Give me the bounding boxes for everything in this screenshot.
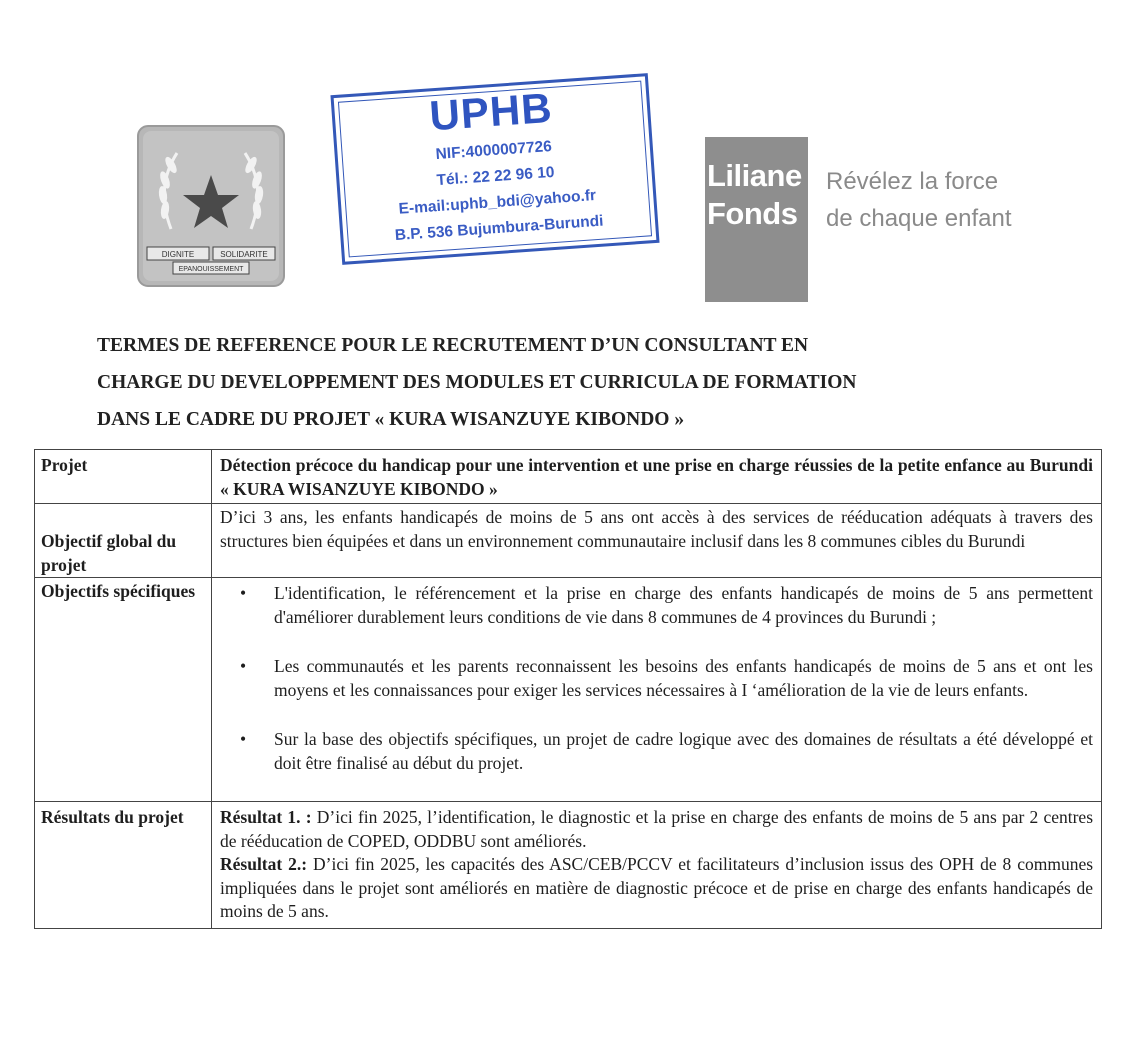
title-line-1: TERMES DE REFERENCE POUR LE RECRUTEMENT D’UN CONSULTANT EN <box>97 335 809 356</box>
objective-text: Les communautés et les parents reconnaissent les besoins des enfants handicapés de moins de 5 ans et ont les moyens et les connaissances pour exiger les services nécessaires à I ‘amélioration de la vie de leurs enfants. <box>274 656 1093 700</box>
list-item <box>240 728 1093 775</box>
liliane-fonds-wordmark <box>707 157 802 233</box>
document-title <box>97 327 1057 438</box>
bullet-icon: • <box>240 656 247 676</box>
stamp-address: B.P. 536 Bujumbura-Burundi <box>394 212 604 245</box>
projet-label: Projet <box>35 450 212 504</box>
stamp-phone: Tél.: 22 22 96 10 <box>436 163 556 190</box>
stamp-title: UPHB <box>427 83 554 140</box>
table-row-objectifs-specifiques <box>35 578 1102 802</box>
liliane-fonds-line-2: Fonds <box>707 196 798 231</box>
table-row-objectif-global <box>35 504 1102 578</box>
tagline-line-2: de chaque enfant <box>826 205 1012 232</box>
objectives-list <box>220 582 1093 775</box>
liliane-fonds-line-1: Liliane <box>707 158 802 193</box>
organization-emblem-logo <box>137 125 285 287</box>
stamp-nif: NIF:4000007726 <box>435 138 553 164</box>
liliane-fonds-logo <box>705 137 808 302</box>
list-item <box>240 582 1093 629</box>
tagline-line-1: Révélez la force <box>826 168 999 195</box>
list-item <box>240 655 1093 702</box>
motto-solidarite: SOLIDARITE <box>220 250 268 259</box>
bullet-icon: • <box>240 583 247 603</box>
resultat-2-text: D’ici fin 2025, les capacités des ASC/CEB/PCCV et facilitateurs d’inclusion issus des OPH de 8 communes impliquées dans le projet sont améliorés en matière de diagnostic précoce et de prise en charge des enfants handicapés de moins de 5 ans. <box>220 854 1094 921</box>
resultat-2 <box>220 853 1093 924</box>
objectif-global-label: Objectif global du projet <box>35 504 212 578</box>
resultat-2-heading: Résultat 2.: <box>220 854 308 874</box>
resultat-1-heading: Résultat 1. : <box>220 807 312 827</box>
terms-table <box>34 449 1102 929</box>
resultat-1 <box>220 806 1093 853</box>
resultats-label: Résultats du projet <box>35 802 212 929</box>
title-line-3: DANS LE CADRE DU PROJET « KURA WISANZUYE KIBONDO » <box>97 409 685 430</box>
resultat-1-text: D’ici fin 2025, l’identification, le diagnostic et la prise en charge des enfants de moins de 5 ans par 2 centres de rééducation de COPED, ODDBU sont améliorés. <box>220 807 1094 851</box>
objectifs-specifiques-content <box>212 578 1102 802</box>
emblem-graphic <box>137 125 285 287</box>
title-line-2: CHARGE DU DEVELOPPEMENT DES MODULES ET CURRICULA DE FORMATION <box>97 372 857 393</box>
motto-dignite: DIGNITE <box>161 250 195 259</box>
resultats-content <box>212 802 1102 929</box>
objective-text: Sur la base des objectifs spécifiques, un projet de cadre logique avec des domaines de résultats a été développé et doit être finalisé au début du projet. <box>274 729 1093 773</box>
bullet-icon: • <box>240 729 247 749</box>
objective-text: L'identification, le référencement et la prise en charge des enfants handicapés de moins de 5 ans permettent d'améliorer durablement leurs conditions de vie dans 8 communes de 4 provinces du Burundi ; <box>274 583 1093 627</box>
liliane-fonds-tagline <box>826 163 1012 237</box>
motto-epanouissement: EPANOUISSEMENT <box>178 266 244 273</box>
stamp-email: E-mail:uphb_bdi@yahoo.fr <box>398 187 597 218</box>
objectifs-specifiques-label: Objectifs spécifiques <box>35 578 212 802</box>
table-row-resultats <box>35 802 1102 929</box>
objectif-global-content: D’ici 3 ans, les enfants handicapés de moins de 5 ans ont accès à des services de rééducation adéquats à travers des structures bien équipées et dans un environnement communautaire inclusif dans les 8 communes cibles du Burundi <box>212 504 1102 578</box>
table-row-projet <box>35 450 1102 504</box>
projet-content: Détection précoce du handicap pour une intervention et une prise en charge réussies de la petite enfance au Burundi « KURA WISANZUYE KIBONDO » <box>212 450 1102 504</box>
uphb-stamp <box>330 73 659 265</box>
